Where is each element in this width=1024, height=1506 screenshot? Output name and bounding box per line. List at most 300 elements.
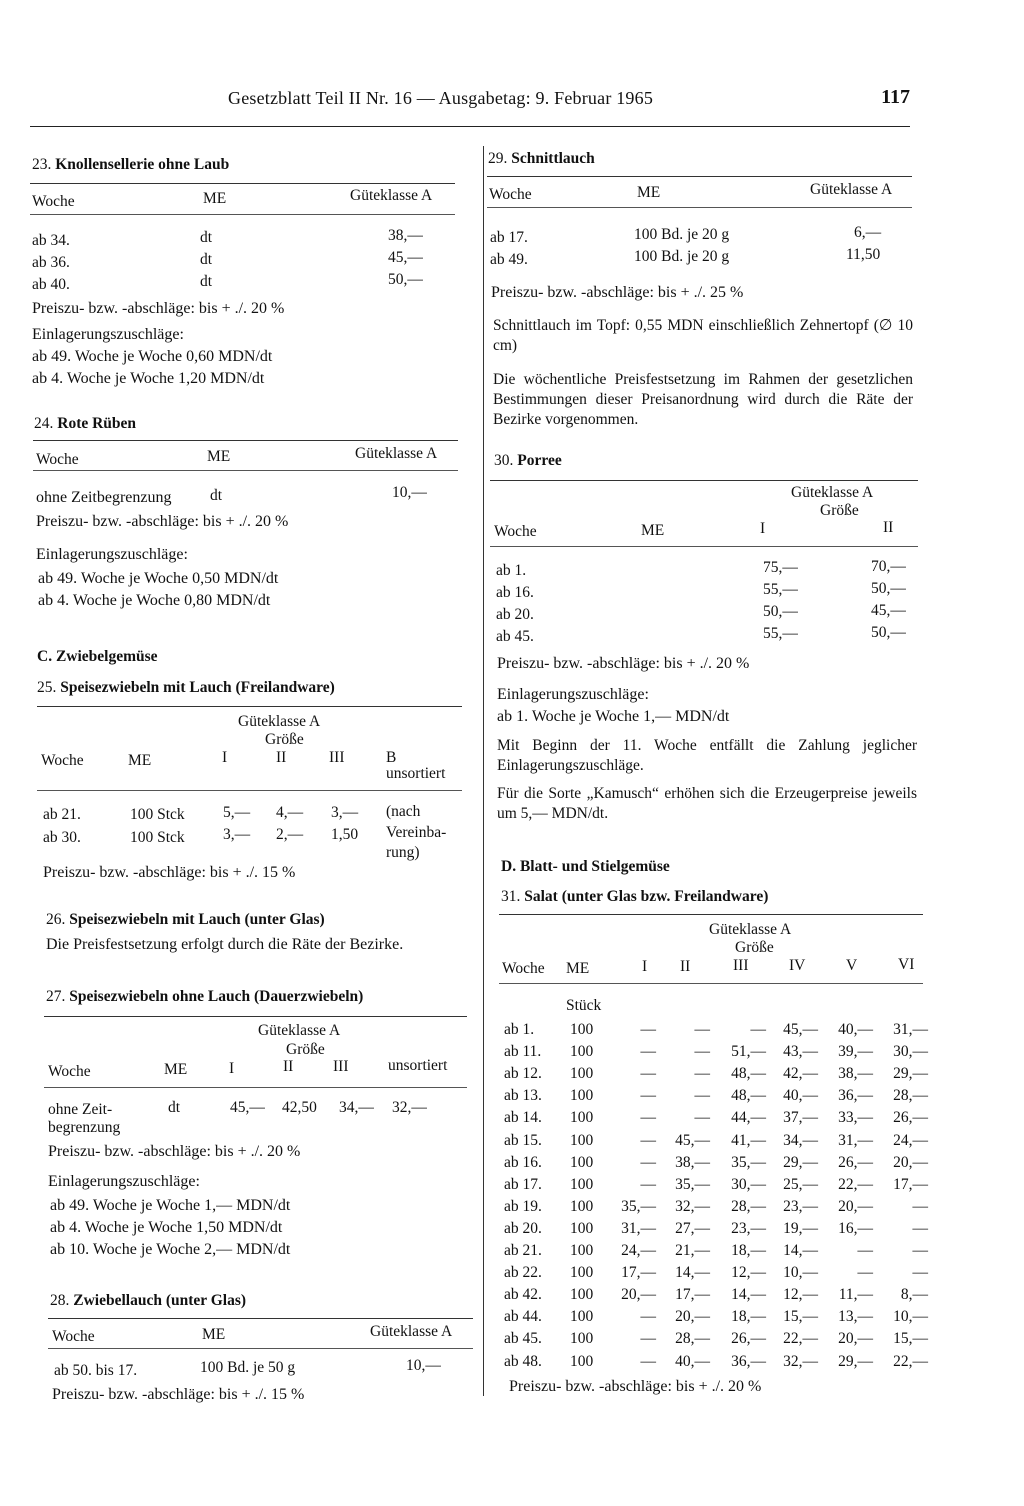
table-cell: 100	[570, 1330, 594, 1347]
table-cell: 38,—	[388, 227, 423, 244]
col-header-vi: VI	[898, 956, 915, 973]
col-header-gk: Güteklasse A	[810, 181, 893, 198]
table-cell: 100	[570, 1242, 594, 1259]
table-cell: 2,—	[276, 826, 304, 843]
table-cell: 20,—	[893, 1154, 928, 1171]
table-cell: ab 45.	[504, 1330, 542, 1347]
table-cell: 100	[570, 1308, 594, 1325]
table-rule	[487, 207, 912, 208]
section-title: Zwiebellauch (unter Glas)	[73, 1292, 247, 1309]
col-header-gk: Güteklasse A	[355, 445, 438, 462]
table-cell: —	[640, 1176, 656, 1193]
header-title: Gesetzblatt Teil II Nr. 16 — Ausgabetag: 9. Februar 1965	[228, 88, 654, 108]
section-25-heading	[37, 679, 335, 697]
table-cell: 17,—	[893, 1176, 928, 1193]
table-cell: —	[694, 1065, 710, 1082]
col-header-me: ME	[203, 190, 227, 207]
table-cell: 40,—	[783, 1087, 818, 1104]
table-cell: ohne Zeitbegrenzung	[36, 489, 172, 506]
section-text: Die Preisfestsetzung erfolgt durch die Räte der Bezirke.	[46, 936, 404, 953]
table-cell: 14,—	[675, 1264, 710, 1281]
table-cell: 11,—	[838, 1286, 873, 1303]
table-cell: 100	[570, 1198, 594, 1215]
table-cell: dt	[200, 273, 213, 290]
table-cell: 100	[570, 1021, 594, 1038]
table-cell: 100	[570, 1065, 594, 1082]
table-cell: 31,—	[893, 1021, 928, 1038]
col-header-gk: Güteklasse A	[709, 921, 792, 938]
table-cell: 34,—	[783, 1132, 818, 1149]
paragraph: Für die Sorte „Kamusch“ erhöhen sich die Erzeugerpreise jeweils um 5,— MDN/dt.	[497, 785, 917, 822]
section-29-heading	[488, 150, 595, 168]
price-adjustment: Preiszu- bzw. -abschläge: bis + ./. 15 %	[52, 1386, 305, 1403]
col-header-iii: III	[733, 957, 749, 974]
table-cell: 100	[570, 1043, 594, 1060]
col-header-i: I	[222, 749, 228, 766]
table-cell: 4,—	[276, 804, 304, 821]
table-cell: 100 Stck	[130, 829, 185, 846]
table-cell: 35,—	[621, 1198, 656, 1215]
table-cell: ab 49.	[490, 251, 528, 268]
col-header-groesse: Größe	[286, 1041, 325, 1058]
table-cell: 10,—	[392, 484, 427, 501]
table-cell: 38,—	[838, 1065, 873, 1082]
col-header-woche: Woche	[48, 1063, 91, 1080]
table-cell: 13,—	[838, 1308, 873, 1325]
table-cell: 45,—	[783, 1021, 818, 1038]
table-cell: ab 16.	[496, 584, 534, 601]
section-title: Porree	[517, 452, 562, 469]
table-cell: 48,—	[731, 1087, 766, 1104]
table-cell: 25,—	[783, 1176, 818, 1193]
table-cell: 34,—	[339, 1099, 374, 1116]
price-adjustment: Preiszu- bzw. -abschläge: bis + ./. 20 %	[36, 513, 289, 530]
table-cell: ab 30.	[43, 829, 81, 846]
section-number: 27.	[46, 988, 66, 1005]
table-rule	[37, 706, 462, 707]
section-number: 28.	[50, 1292, 70, 1309]
table-rule	[48, 1348, 473, 1349]
table-cell: 45,—	[388, 249, 423, 266]
storage-line: ab 4. Woche je Woche 1,50 MDN/dt	[50, 1219, 283, 1236]
table-cell: 40,—	[675, 1353, 710, 1370]
table-cell: ab 12.	[504, 1065, 542, 1082]
table-cell: 14,—	[783, 1242, 818, 1259]
paragraph: Mit Beginn der 11. Woche entfällt die Zahlung jeglicher Einlagerungszuschläge.	[497, 737, 917, 774]
storage-heading: Einlagerungszuschläge:	[36, 546, 188, 563]
table-cell: ab 13.	[504, 1087, 542, 1104]
table-cell: 20,—	[838, 1198, 873, 1215]
table-cell: ab 20.	[496, 606, 534, 623]
table-cell: —	[694, 1043, 710, 1060]
table-cell: 14,—	[731, 1286, 766, 1303]
price-adjustment: Preiszu- bzw. -abschläge: bis + ./. 20 %	[48, 1143, 301, 1160]
table-cell: 26,—	[838, 1154, 873, 1171]
table-cell: 55,—	[763, 581, 798, 598]
table-cell: 3,—	[223, 826, 251, 843]
table-cell: ab 16.	[504, 1154, 542, 1171]
section-30-heading	[494, 452, 562, 470]
col-header-woche: Woche	[32, 193, 75, 210]
table-cell: 11,50	[846, 246, 881, 263]
section-number: 30.	[494, 452, 514, 469]
b-note: rung)	[386, 844, 420, 861]
table-cell: 55,—	[763, 625, 798, 642]
table-cell: 32,—	[783, 1353, 818, 1370]
section-31-heading	[501, 888, 768, 906]
table-rule	[44, 1016, 467, 1017]
table-rule	[30, 214, 455, 215]
col-header-groesse: Größe	[265, 731, 304, 748]
col-header-me: ME	[641, 522, 665, 539]
col-header-me: ME	[637, 184, 661, 201]
table-cell: ab 20.	[504, 1220, 542, 1237]
table-cell: 50,—	[763, 603, 798, 620]
table-cell: dt	[200, 229, 213, 246]
storage-heading: Einlagerungszuschläge:	[48, 1173, 200, 1190]
table-cell: 35,—	[731, 1154, 766, 1171]
table-cell: 28,—	[675, 1330, 710, 1347]
col-header-iv: IV	[789, 957, 806, 974]
table-cell: ab 42.	[504, 1286, 542, 1303]
table-cell: 8,—	[900, 1286, 928, 1303]
table-cell: —	[750, 1021, 766, 1038]
table-cell: —	[640, 1330, 656, 1347]
table-cell: —	[694, 1087, 710, 1104]
table-cell: —	[640, 1021, 656, 1038]
table-cell: ab 21.	[43, 806, 81, 823]
section-number: 24.	[34, 415, 54, 432]
table-cell: 23,—	[731, 1220, 766, 1237]
table-cell: 26,—	[893, 1109, 928, 1126]
price-adjustment: Preiszu- bzw. -abschläge: bis + ./. 20 %	[32, 300, 285, 317]
b-note: Vereinba-	[386, 824, 447, 841]
storage-line: ab 49. Woche je Woche 0,50 MDN/dt	[38, 570, 279, 587]
table-cell: dt	[200, 251, 213, 268]
table-cell: ab 48.	[504, 1353, 542, 1370]
col-header-woche: Woche	[502, 960, 545, 977]
col-header-ii: II	[283, 1058, 294, 1075]
table-cell: —	[640, 1353, 656, 1370]
table-cell: 100	[570, 1132, 594, 1149]
table-cell: 100 Bd. je 20 g	[634, 248, 730, 265]
table-cell: ab 19.	[504, 1198, 542, 1215]
table-cell: 35,—	[675, 1176, 710, 1193]
table-cell: ab 22.	[504, 1264, 542, 1281]
table-cell: 5,—	[223, 804, 251, 821]
table-cell: 42,—	[783, 1065, 818, 1082]
table-cell: 29,—	[838, 1353, 873, 1370]
table-cell: 12,—	[731, 1264, 766, 1281]
table-cell: ab 17.	[504, 1176, 542, 1193]
page-number: 117	[881, 86, 910, 108]
table-cell: 6,—	[854, 224, 882, 241]
table-cell: 21,—	[675, 1242, 710, 1259]
table-cell: —	[694, 1021, 710, 1038]
table-cell: 100	[570, 1286, 594, 1303]
table-cell: 18,—	[731, 1242, 766, 1259]
table-cell: —	[640, 1132, 656, 1149]
table-rule	[487, 176, 912, 177]
table-cell: dt	[210, 487, 223, 504]
section-23-heading	[32, 156, 229, 174]
table-cell: ab 17.	[490, 229, 528, 246]
table-cell: 32,—	[675, 1198, 710, 1215]
paragraph: Die wöchentliche Preisfestsetzung im Rahmen der gesetzlichen Bestimmungen dieser Preisanordnung wird durch die Räte der Bezirke vorgenommen.	[493, 371, 913, 428]
col-header-b: B	[386, 749, 397, 766]
table-cell: 17,—	[621, 1264, 656, 1281]
table-cell: ab 21.	[504, 1242, 542, 1259]
table-cell: 100	[570, 1353, 594, 1370]
section-title: Salat (unter Glas bzw. Freilandware)	[524, 888, 769, 905]
table-cell: 41,—	[731, 1132, 766, 1149]
table-cell: 100	[570, 1220, 594, 1237]
section-24-heading	[34, 415, 136, 433]
table-cell: 30,—	[893, 1043, 928, 1060]
table-cell: —	[640, 1308, 656, 1325]
table-cell: —	[640, 1154, 656, 1171]
col-header-ii: II	[883, 519, 894, 536]
table-cell: 43,—	[783, 1043, 818, 1060]
section-number: 31.	[501, 888, 521, 905]
table-rule	[499, 983, 923, 984]
section-d-heading: D. Blatt- und Stielgemüse	[501, 858, 670, 875]
table-cell: 50,—	[871, 624, 906, 641]
table-cell: 20,—	[838, 1330, 873, 1347]
table-rule	[33, 470, 458, 471]
col-header-woche: Woche	[494, 523, 537, 540]
col-header-gk: Güteklasse A	[238, 713, 321, 730]
section-title: Speisezwiebeln mit Lauch (unter Glas)	[69, 911, 325, 928]
table-cell: 32,—	[392, 1099, 427, 1116]
section-number: 29.	[488, 150, 508, 167]
table-cell: ab 15.	[504, 1132, 542, 1149]
table-cell: begrenzung	[48, 1119, 121, 1136]
col-header-i: I	[760, 520, 766, 537]
table-cell: 51,—	[731, 1043, 766, 1060]
table-cell: 50,—	[871, 580, 906, 597]
table-rule	[490, 546, 918, 547]
col-header-v: V	[846, 957, 858, 974]
table-cell: ab 40.	[32, 276, 70, 293]
table-rule	[37, 790, 462, 791]
storage-heading: Einlagerungszuschläge:	[497, 686, 649, 703]
table-cell: —	[694, 1109, 710, 1126]
table-cell: 10,—	[783, 1264, 818, 1281]
table-cell: ab 1.	[496, 562, 527, 579]
col-header-iii: III	[329, 749, 345, 766]
col-header-groesse: Größe	[735, 939, 774, 956]
table-cell: 39,—	[838, 1043, 873, 1060]
table-cell: 42,50	[282, 1099, 317, 1116]
col-header-me: ME	[566, 960, 590, 977]
table-cell: 27,—	[675, 1220, 710, 1237]
section-title: Speisezwiebeln mit Lauch (Freilandware)	[60, 679, 335, 696]
paragraph: Schnittlauch im Topf: 0,55 MDN einschließlich Zehnertopf (∅ 10 cm)	[493, 317, 913, 354]
table-cell: 100	[570, 1154, 594, 1171]
col-header-ii: II	[276, 749, 287, 766]
col-header-ii: II	[680, 958, 691, 975]
table-cell: 22,—	[838, 1176, 873, 1193]
table-cell: 50,—	[388, 271, 423, 288]
table-cell: ab 11.	[504, 1043, 542, 1060]
table-cell: 37,—	[783, 1109, 818, 1126]
col-header-gk: Güteklasse A	[370, 1323, 453, 1340]
section-title: Schnittlauch	[511, 150, 595, 167]
section-number: 26.	[46, 911, 66, 928]
table-cell: ab 36.	[32, 254, 70, 271]
table-cell: 22,—	[783, 1330, 818, 1347]
table-cell: ab 14.	[504, 1109, 542, 1126]
section-26-heading	[46, 911, 325, 929]
col-header-iii: III	[333, 1058, 349, 1075]
col-header-groesse: Größe	[820, 502, 859, 519]
col-header-me: ME	[128, 752, 152, 769]
section-number: 23.	[32, 156, 52, 173]
table-cell: —	[640, 1087, 656, 1104]
col-header-woche: Woche	[489, 186, 532, 203]
section-28-heading	[50, 1292, 246, 1310]
col-header-woche: Woche	[41, 752, 84, 769]
section-27-heading	[46, 988, 363, 1006]
table-cell: 23,—	[783, 1198, 818, 1215]
table-cell: 45,—	[871, 602, 906, 619]
table-cell: —	[912, 1198, 928, 1215]
table-cell: 10,—	[406, 1357, 441, 1374]
table-cell: ab 45.	[496, 628, 534, 645]
col-header-woche: Woche	[36, 451, 79, 468]
table-cell: 12,—	[783, 1286, 818, 1303]
table-cell: ohne Zeit-	[48, 1101, 113, 1118]
section-title: Rote Rüben	[57, 415, 137, 432]
col-header-me: ME	[207, 448, 231, 465]
table-cell: 33,—	[838, 1109, 873, 1126]
table-cell: 24,—	[893, 1132, 928, 1149]
table-cell: 3,—	[331, 804, 359, 821]
section-title: Knollensellerie ohne Laub	[55, 156, 230, 173]
storage-line: ab 1. Woche je Woche 1,— MDN/dt	[497, 708, 730, 725]
table-cell: 48,—	[731, 1065, 766, 1082]
table-cell: 100	[570, 1109, 594, 1126]
table-cell: ab 50. bis 17.	[54, 1362, 138, 1379]
storage-line: ab 10. Woche je Woche 2,— MDN/dt	[50, 1241, 291, 1258]
col-header-unsortiert: unsortiert	[386, 765, 446, 782]
table-cell: 1,50	[331, 826, 359, 843]
col-header-me: ME	[202, 1326, 226, 1343]
table-cell: 26,—	[731, 1330, 766, 1347]
storage-line: ab 4. Woche je Woche 1,20 MDN/dt	[32, 370, 265, 387]
storage-heading: Einlagerungszuschläge:	[32, 326, 184, 343]
table-cell: 75,—	[763, 559, 798, 576]
table-cell: 10,—	[893, 1308, 928, 1325]
table-cell: 20,—	[621, 1286, 656, 1303]
storage-line: ab 4. Woche je Woche 0,80 MDN/dt	[38, 592, 271, 609]
table-cell: 17,—	[675, 1286, 710, 1303]
table-cell: ab 44.	[504, 1308, 542, 1325]
table-cell: —	[912, 1264, 928, 1281]
table-cell: 100	[570, 1264, 594, 1281]
table-cell: 100 Bd. je 50 g	[200, 1359, 296, 1376]
col-header-unsortiert: unsortiert	[388, 1057, 448, 1074]
col-header-woche: Woche	[52, 1328, 95, 1345]
table-cell: 22,—	[893, 1353, 928, 1370]
table-cell: 29,—	[783, 1154, 818, 1171]
col-header-gk: Güteklasse A	[258, 1022, 341, 1039]
col-header-i: I	[229, 1060, 235, 1077]
price-adjustment: Preiszu- bzw. -abschläge: bis + ./. 20 %	[497, 655, 750, 672]
col-header-me: ME	[164, 1061, 188, 1078]
table-cell: 100 Stck	[130, 806, 185, 823]
table-cell: ab 1.	[504, 1021, 535, 1038]
storage-line: ab 49. Woche je Woche 1,— MDN/dt	[50, 1197, 291, 1214]
table-cell: 18,—	[731, 1308, 766, 1325]
section-c-heading: C. Zwiebelgemüse	[37, 648, 158, 665]
col-header-gk: Güteklasse A	[791, 484, 874, 501]
table-cell: 100	[570, 1176, 594, 1193]
unit-label: Stück	[566, 997, 602, 1014]
table-rule	[490, 480, 918, 481]
table-cell: 30,—	[731, 1176, 766, 1193]
table-cell: 15,—	[783, 1308, 818, 1325]
table-cell: —	[857, 1242, 873, 1259]
table-cell: 100 Bd. je 20 g	[634, 226, 730, 243]
table-cell: 19,—	[783, 1220, 818, 1237]
table-cell: 28,—	[893, 1087, 928, 1104]
table-cell: 38,—	[675, 1154, 710, 1171]
table-cell: —	[640, 1109, 656, 1126]
table-cell: ab 34.	[32, 232, 70, 249]
table-cell: 36,—	[838, 1087, 873, 1104]
col-header-i: I	[642, 958, 648, 975]
price-adjustment: Preiszu- bzw. -abschläge: bis + ./. 20 %	[509, 1378, 762, 1395]
table-cell: —	[912, 1242, 928, 1259]
table-rule	[33, 440, 458, 441]
price-adjustment: Preiszu- bzw. -abschläge: bis + ./. 25 %	[491, 284, 744, 301]
table-cell: 29,—	[893, 1065, 928, 1082]
price-adjustment: Preiszu- bzw. -abschläge: bis + ./. 15 %	[43, 864, 296, 881]
table-cell: 70,—	[871, 558, 906, 575]
table-cell: 31,—	[621, 1220, 656, 1237]
table-cell: 45,—	[675, 1132, 710, 1149]
table-rule	[44, 1087, 467, 1088]
table-rule	[499, 914, 923, 915]
table-cell: 36,—	[731, 1353, 766, 1370]
table-cell: 24,—	[621, 1242, 656, 1259]
table-cell: 20,—	[675, 1308, 710, 1325]
col-header-gk: Güteklasse A	[350, 187, 433, 204]
table-cell: dt	[168, 1099, 181, 1116]
column-separator	[483, 146, 484, 1396]
table-cell: —	[640, 1065, 656, 1082]
section-number: 25.	[37, 679, 57, 696]
table-rule	[30, 183, 455, 184]
table-cell: 100	[570, 1087, 594, 1104]
table-cell: 45,—	[230, 1099, 265, 1116]
table-cell: 28,—	[731, 1198, 766, 1215]
table-rule	[48, 1318, 473, 1319]
storage-line: ab 49. Woche je Woche 0,60 MDN/dt	[32, 348, 273, 365]
table-cell: 44,—	[731, 1109, 766, 1126]
table-cell: 40,—	[838, 1021, 873, 1038]
page-header	[30, 82, 910, 127]
table-cell: —	[912, 1220, 928, 1237]
table-cell: —	[640, 1043, 656, 1060]
section-title: Speisezwiebeln ohne Lauch (Dauerzwiebeln)	[69, 988, 364, 1005]
table-cell: 16,—	[838, 1220, 873, 1237]
table-cell: 15,—	[893, 1330, 928, 1347]
table-cell: —	[857, 1264, 873, 1281]
b-note: (nach	[386, 803, 421, 820]
